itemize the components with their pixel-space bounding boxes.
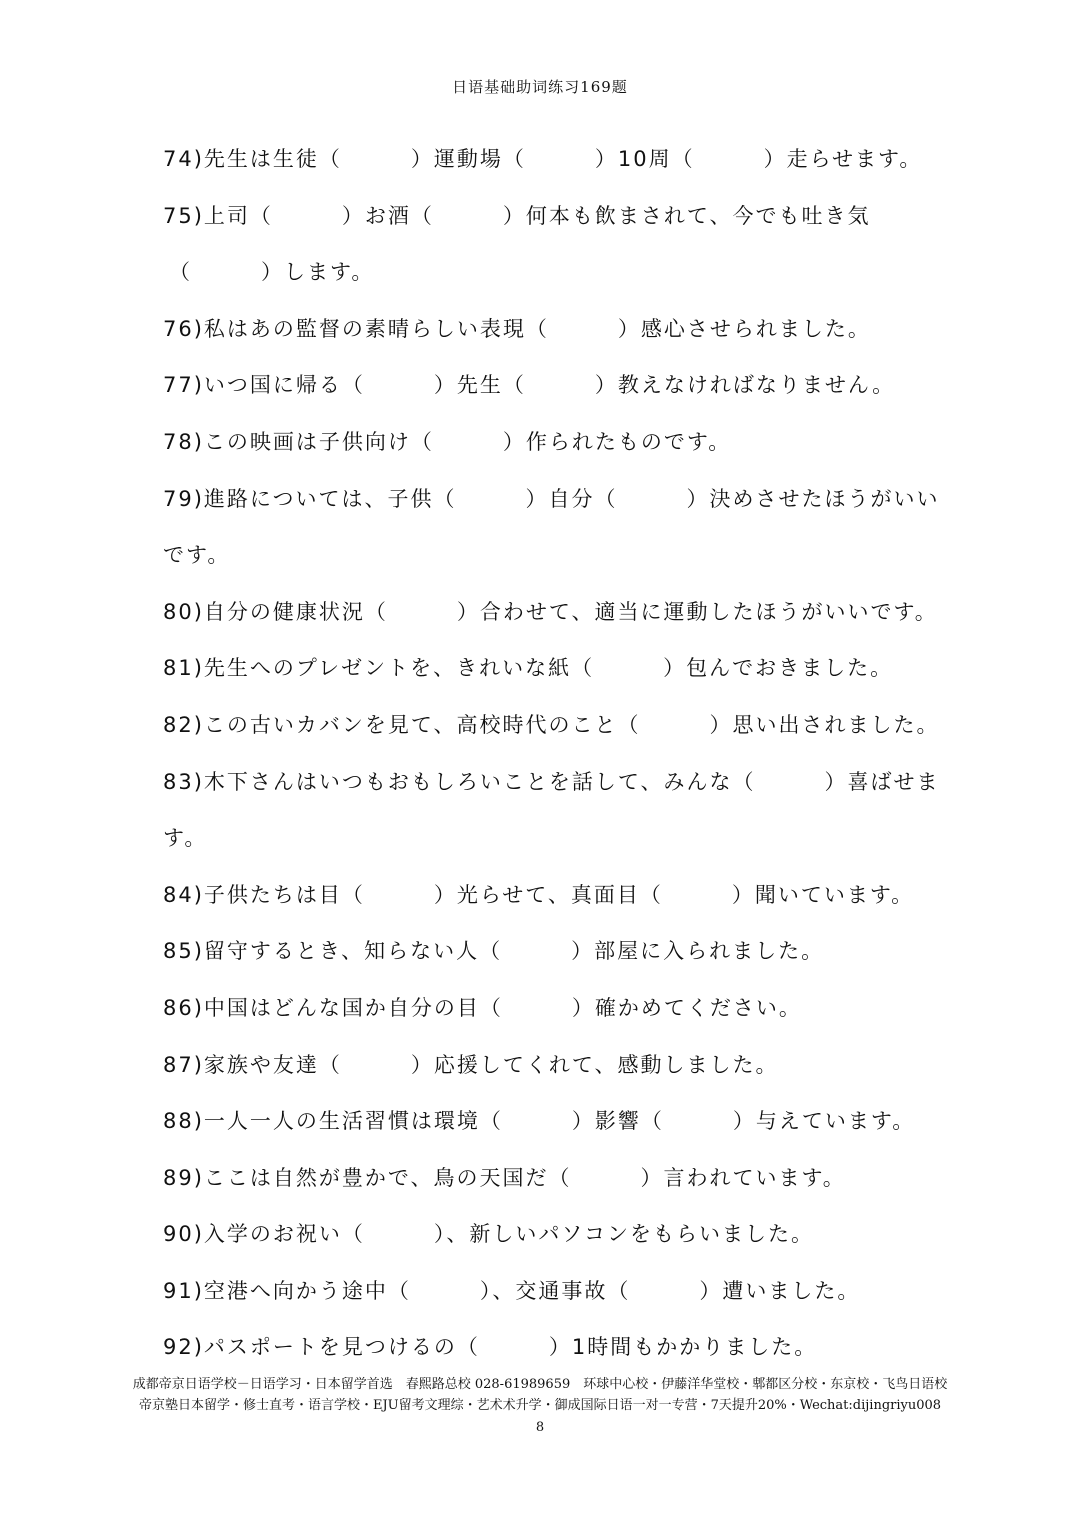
question-77: 77)いつ国に帰る（ ）先生（ ）教えなければなりません。	[163, 373, 896, 398]
page-footer	[0, 1374, 1080, 1438]
question-83: 83)木下さんはいつもおもしろいことを話して、みんな（ ）喜ばせま	[163, 769, 940, 794]
question-76: 76)私はあの監督の素晴らしい表現（ ）感心させられました。	[163, 316, 871, 341]
question-75: 75)上司（ ）お酒（ ）何本も飲まされて、今でも吐き気	[163, 203, 871, 228]
question-78: 78)この映画は子供向け（ ）作られたものです。	[163, 429, 732, 454]
question-85: 85)留守するとき、知らない人（ ）部屋に入られました。	[163, 939, 825, 964]
question-90: 90)入学のお祝い（ ）、新しいパソコンをもらいました。	[163, 1222, 814, 1247]
footer-school-info: 成都帝京日语学校－日语学习・日本留学首选 春熙路总校 028-61989659 环球中心校・伊藤洋华堂校・郫都区分校・东京校・飞鸟日语校	[132, 1377, 948, 1392]
question-92: 92)パスポートを見つけるの（ ）1時間もかかりました。	[163, 1335, 818, 1360]
question-84: 84)子供たちは目（ ）光らせて、真面目（ ）聞いています。	[163, 882, 915, 907]
page-number: 8	[535, 1420, 545, 1435]
question-75-continued: （ ）します。	[169, 260, 375, 285]
question-91: 91)空港へ向かう途中（ ）、交通事故（ ）遭いました。	[163, 1278, 861, 1303]
question-74: 74)先生は生徒（ ）運動場（ ）10周（ ）走らせます。	[163, 147, 923, 171]
question-81: 81)先生へのプレゼントを、きれいな紙（ ）包んでおきました。	[163, 656, 894, 681]
question-88: 88)一人一人の生活習慣は環境（ ）影響（ ）与えています。	[163, 1109, 916, 1134]
question-80: 80)自分の健康状況（ ）合わせて、適当に運動したほうがいいです。	[163, 599, 938, 624]
question-87: 87)家族や友達（ ）応援してくれて、感動しました。	[163, 1052, 779, 1077]
question-83-continued: す。	[163, 826, 208, 851]
footer-services-info: 帝京塾日本留学・修士直考・语言学校・EJU留考文理综・艺术术升学・御成国际日语一对一专营・7天提升20%・Wechat:dijingriyu008	[138, 1398, 942, 1413]
question-89: 89)ここは自然が豊かで、鳥の天国だ（ ）言われています。	[163, 1165, 846, 1190]
question-list	[163, 131, 940, 1376]
question-86: 86)中国はどんな国か自分の目（ ）確かめてください。	[163, 995, 802, 1020]
question-79-continued: です。	[163, 543, 231, 568]
question-79: 79)進路については、子供（ ）自分（ ）決めさせたほうがいい	[163, 486, 940, 511]
question-82: 82)この古いカバンを見て、高校時代のこと（ ）思い出されました。	[163, 712, 940, 737]
page-title: 日语基础助词练习169题	[452, 78, 628, 96]
